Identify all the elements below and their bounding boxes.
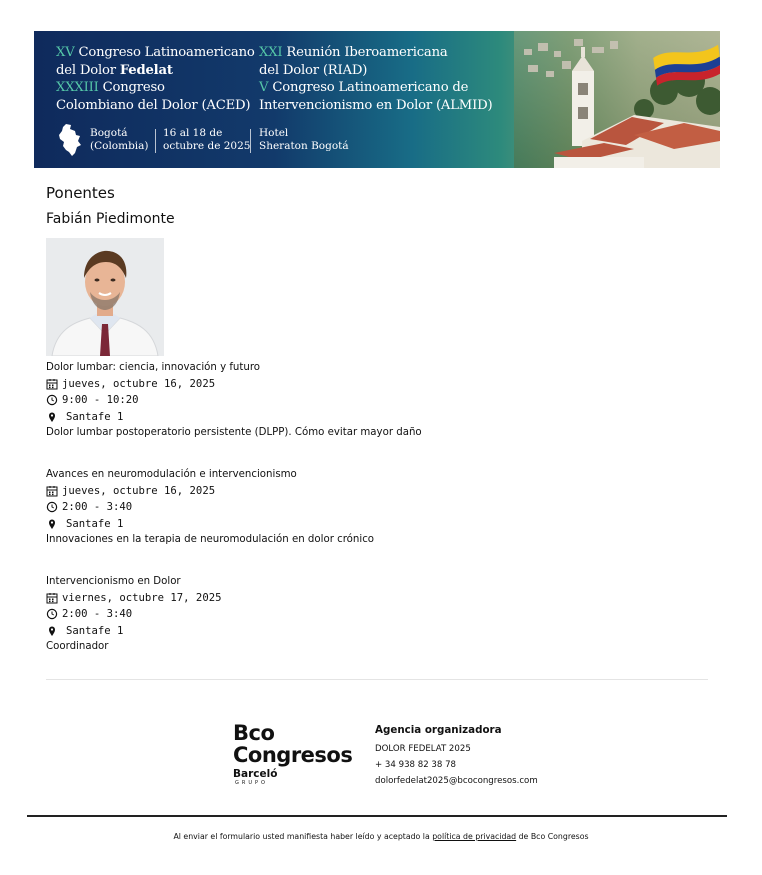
footer-divider <box>27 815 727 817</box>
date-line: 16 al 18 de <box>163 127 223 139</box>
session-date: jueves, octubre 16, 2025 <box>62 378 216 391</box>
session-time-row <box>46 499 374 515</box>
banner-hotel <box>259 127 349 153</box>
session-room-row <box>46 623 221 639</box>
logo-line-congresos: Congresos <box>233 743 353 767</box>
agency-name: DOLOR FEDELAT 2025 <box>375 744 471 754</box>
content-divider <box>46 679 708 680</box>
session-room: Santafe 1 <box>66 517 124 530</box>
session-card <box>46 360 422 441</box>
speaker-photo <box>46 238 164 356</box>
bco-congresos-logo <box>233 721 353 792</box>
congress-banner <box>34 31 720 168</box>
session-title: Intervencionismo en Dolor <box>46 576 181 587</box>
country-line: (Colombia) <box>90 140 149 152</box>
privacy-text-before: Al enviar el formulario usted manifiesta haber leído y aceptado la <box>173 832 433 841</box>
session-date-row <box>46 590 221 606</box>
banner-text: del Dolor (RIAD) <box>259 62 368 78</box>
clock-icon <box>46 394 58 406</box>
session-description: Dolor lumbar postoperatorio persistente (DLPP). Cómo evitar mayor daño <box>46 426 422 438</box>
map-marker-icon <box>46 518 58 530</box>
hotel-line: Hotel <box>259 127 289 139</box>
session-room-row <box>46 409 422 425</box>
banner-text: Congreso Latinoamericano <box>74 45 255 60</box>
banner-text: Congreso <box>98 80 165 95</box>
city-line: Bogotá <box>90 127 128 139</box>
main-content <box>46 183 726 652</box>
clock-icon <box>46 501 58 513</box>
map-marker-icon <box>46 411 58 423</box>
session-time: 9:00 - 10:20 <box>62 394 139 407</box>
banner-text: Reunión Iberoamericana <box>282 45 448 60</box>
session-time: 2:00 - 3:40 <box>62 608 133 621</box>
session-time-row <box>46 606 221 622</box>
banner-text: Congreso Latinoamericano de <box>268 80 469 95</box>
session-card <box>46 467 374 548</box>
agency-heading: Agencia organizadora <box>375 724 502 736</box>
session-title: Dolor lumbar: ciencia, innovación y futuro <box>46 362 261 373</box>
date-line: octubre de 2025 <box>163 140 251 152</box>
bogota-cityscape-image <box>514 31 720 168</box>
banner-text: del Dolor <box>56 62 120 78</box>
calendar-icon <box>46 485 58 497</box>
banner-column-left <box>56 44 255 114</box>
session-description: Innovaciones en la terapia de neuromodulación en dolor crónico <box>46 533 375 545</box>
map-marker-icon <box>46 625 58 637</box>
session-time-row <box>46 392 422 408</box>
banner-num-xxi: XXI <box>259 45 283 60</box>
banner-text: Colombiano del Dolor (ACED) <box>56 97 251 113</box>
banner-dates <box>163 127 250 153</box>
session-date-row <box>46 376 422 392</box>
privacy-policy-link[interactable]: política de privacidad <box>432 832 517 841</box>
session-title: Avances en neuromodulación e intervencionismo <box>46 469 297 480</box>
session-room-row <box>46 516 374 532</box>
hotel-line: Sheraton Bogotá <box>259 140 349 152</box>
agency-email: dolorfedelat2025@bcocongresos.com <box>375 776 538 786</box>
privacy-text-after: de Bco Congresos <box>516 832 589 841</box>
session-date-row <box>46 483 374 499</box>
banner-separator <box>250 129 251 153</box>
session-description: Coordinador <box>46 640 109 652</box>
privacy-notice <box>0 832 762 841</box>
banner-num-xv: XV <box>56 45 75 60</box>
banner-column-right <box>259 44 492 114</box>
banner-separator <box>155 129 156 153</box>
session-time: 2:00 - 3:40 <box>62 501 133 514</box>
session-date: viernes, octubre 17, 2025 <box>62 592 222 605</box>
banner-text: Intervencionismo en Dolor (ALMID) <box>259 97 493 113</box>
calendar-icon <box>46 378 58 390</box>
agency-info <box>375 723 538 789</box>
colombia-map-icon <box>56 123 82 157</box>
session-room: Santafe 1 <box>66 624 124 637</box>
session-room: Santafe 1 <box>66 410 124 423</box>
page-title: Ponentes <box>46 184 115 202</box>
logo-line-grupo: GRUPO <box>235 780 268 786</box>
banner-num-v: V <box>259 80 269 95</box>
banner-num-xxxiii: XXXIII <box>56 80 99 95</box>
session-card <box>46 574 221 655</box>
logo-line-barcelo: Barceló <box>233 768 278 780</box>
banner-fedelat: Fedelat <box>119 62 173 78</box>
banner-city <box>90 127 149 153</box>
clock-icon <box>46 608 58 620</box>
speaker-name: Fabián Piedimonte <box>46 211 175 227</box>
session-date: jueves, octubre 16, 2025 <box>62 485 216 498</box>
agency-phone: + 34 938 82 38 78 <box>375 760 457 770</box>
calendar-icon <box>46 592 58 604</box>
logo-line-bco: Bco <box>233 721 275 745</box>
